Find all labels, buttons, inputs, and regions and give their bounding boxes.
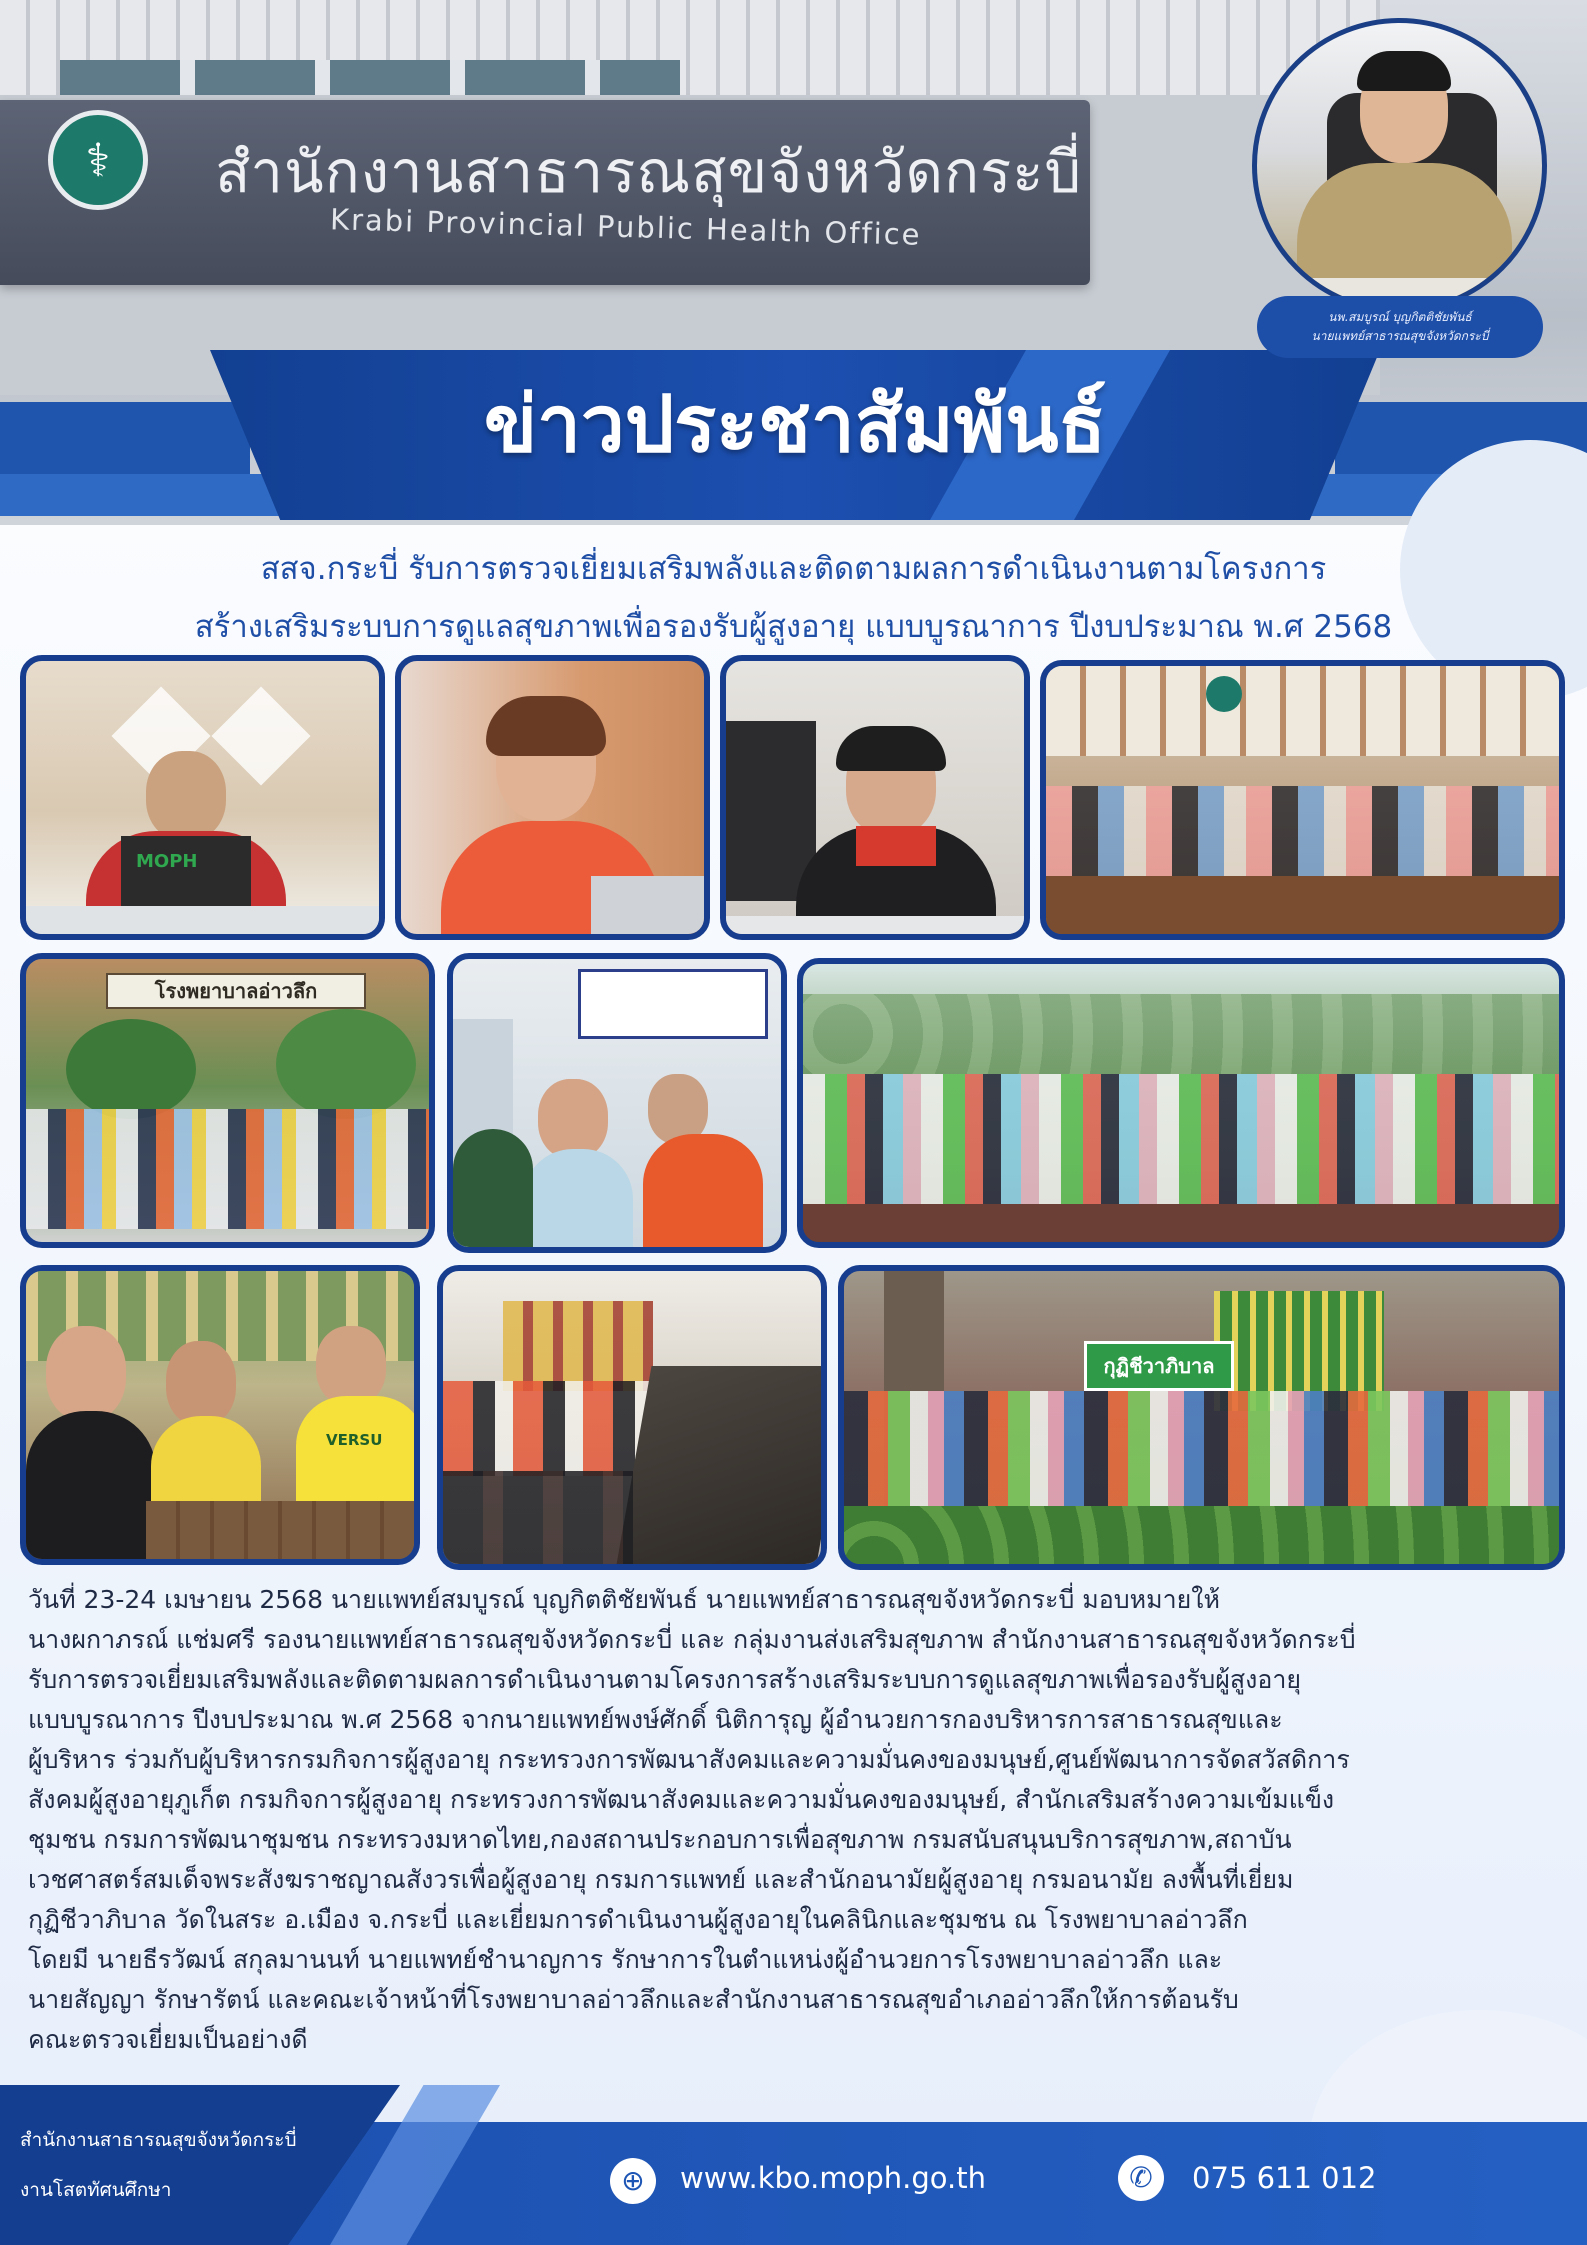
body-line: แบบบูรณาการ ปีงบประมาณ พ.ศ 2568 จากนายแพทย์พงษ์ศักดิ์ นิติการุญ ผู้อำนวยการกองบริหารการสาธารณสุขและ xyxy=(28,1705,1283,1734)
photo-woman-smiling xyxy=(395,655,710,940)
hospital-sign-text: โรงพยาบาลอ่าวลึก xyxy=(106,973,366,1009)
headline-line-1: สสจ.กระบี่ รับการตรวจเยี่ยมเสริมพลังและติดตามผลการดำเนินงานตามโครงการ xyxy=(260,551,1327,587)
body-line: ชุมชน กรมการพัฒนาชุมชน กระทรวงมหาดไทย,กองสถานประกอบการเพื่อสุขภาพ กรมสนับสนุนบริการสุขภาพ,สถาบัน xyxy=(28,1825,1292,1854)
footer-phone[interactable]: 075 611 012 xyxy=(1192,2161,1377,2195)
vest-label: MOPH xyxy=(136,851,198,872)
footer-org: สำนักงานสาธารณสุขจังหวัดกระบี่ xyxy=(20,2129,297,2151)
body-line: รับการตรวจเยี่ยมเสริมพลังและติดตามผลการดำเนินงานตามโครงการสร้างเสริมระบบการดูแลสุขภาพเพื่อรองรับผู้สูงอายุ xyxy=(28,1665,1302,1694)
photo-cafe-visit xyxy=(20,1265,420,1565)
banner-title: ข่าวประชาสัมพันธ์ xyxy=(483,380,1107,470)
headline xyxy=(0,540,1587,656)
headline-line-2: สร้างเสริมระบบการดูแลสุขภาพเพื่อรองรับผู้สูงอายุ แบบบูรณาการ ปีงบประมาณ พ.ศ 2568 xyxy=(194,609,1393,645)
body-line: เวชศาสตร์สมเด็จพระสังฆราชญาณสังวรเพื่อผู้สูงอายุ กรมการแพทย์ และสำนักอนามัยผู้สูงอายุ กรมอนามัย ลงพื้นที่เยี่ยม xyxy=(28,1865,1294,1894)
body-line: คณะตรวจเยี่ยมเป็นอย่างดี xyxy=(28,2025,308,2054)
photo-woman-speaking xyxy=(720,655,1030,940)
portrait-caption-name: นพ.สมบูรณ์ บุญกิตติชัยพันธ์ xyxy=(1328,310,1472,324)
article-body xyxy=(28,1580,1563,2060)
photo-temple-room xyxy=(437,1265,827,1570)
body-line: วันที่ 23-24 เมษายน 2568 นายแพทย์สมบูรณ์ บุญกิตติชัยพันธ์ นายแพทย์สาธารณสุขจังหวัดกระบี่ มอบหมายให้ xyxy=(28,1585,1220,1614)
body-line: กุฏิชีวาภิบาล วัดในสระ อ.เมือง จ.กระบี่ และเยี่ยมการดำเนินงานผู้สูงอายุในคลินิกและชุมชน ณ โรงพยาบาลอ่าวลึก xyxy=(28,1905,1248,1934)
body-line: นายสัญญา รักษารัตน์ และคณะเจ้าหน้าที่โรงพยาบาลอ่าวลึกและสำนักงานสาธารณสุขอำเภออ่าวลึกให้การต้อนรับ xyxy=(28,1985,1239,2014)
sign-thai-text: สำนักงานสาธารณสุขจังหวัดกระบี่ xyxy=(215,138,1083,206)
footer-website-link[interactable]: www.kbo.moph.go.th xyxy=(680,2161,986,2195)
photo-kuti-group xyxy=(838,1265,1565,1570)
kuti-sign-text: กุฏิชีวาภิบาล xyxy=(1084,1341,1234,1391)
body-line: นางผกาภรณ์ แช่มศรี รองนายแพทย์สาธารณสุขจังหวัดกระบี่ และ กลุ่มงานส่งเสริมสุขภาพ สำนักงานสาธารณสุขจังหวัดกระบี่ xyxy=(28,1625,1356,1654)
body-line: โดยมี นายธีรวัฒน์ สกุลมานนท์ นายแพทย์ชำนาญการ รักษาการในตำแหน่งผู้อำนวยการโรงพยาบาลอ่าวลึก และ xyxy=(28,1945,1223,1974)
photo-clinic-visit xyxy=(447,953,787,1253)
portrait-hair xyxy=(1357,51,1451,91)
globe-icon: ⊕ xyxy=(610,2158,656,2204)
photo-meeting-man xyxy=(20,655,385,940)
director-portrait xyxy=(1252,18,1547,313)
footer-unit: งานโสตทัศนศึกษา xyxy=(20,2179,172,2201)
body-line: ผู้บริหาร ร่วมกับผู้บริหารกรมกิจการผู้สูงอายุ กระทรวงการพัฒนาสังคมและความมั่นคงของมนุษย์,ศูนย์พัฒนาการจัดสวัสดิการ xyxy=(28,1745,1350,1774)
portrait-caption-title: นายแพทย์สาธารณสุขจังหวัดกระบี่ xyxy=(1311,329,1489,343)
photo-forest-group xyxy=(797,958,1565,1248)
photo-hospital-group xyxy=(20,953,435,1248)
moph-logo-icon: ⚕ xyxy=(48,110,148,210)
sign-english-text: Krabi Provincial Public Health Office xyxy=(329,202,922,252)
body-line: สังคมผู้สูงอายุภูเก็ต กรมกิจการผู้สูงอายุ กระทรวงการพัฒนาสังคมและความมั่นคงของมนุษย์, สำนักเสริมสร้างความเข้มแข็ง xyxy=(28,1785,1335,1814)
portrait-caption xyxy=(1257,296,1543,358)
phone-icon: ✆ xyxy=(1118,2155,1164,2201)
photo-meeting-room xyxy=(1040,660,1565,940)
shirt-label: VERSU xyxy=(326,1431,383,1449)
